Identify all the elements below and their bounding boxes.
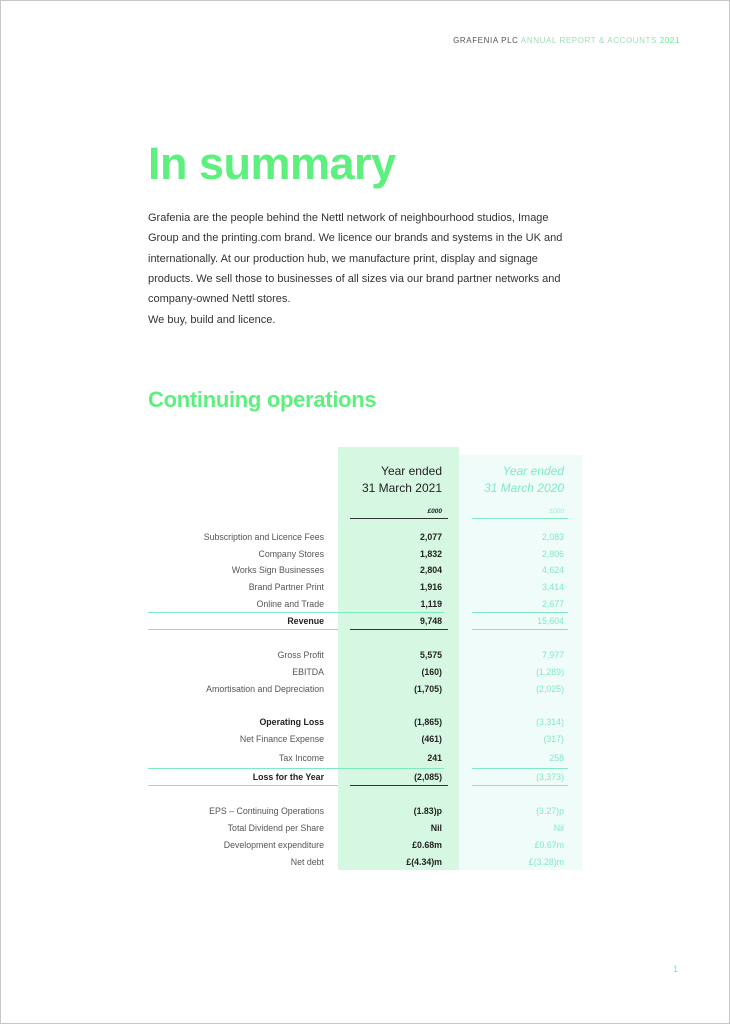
page-title: In summary (148, 138, 396, 189)
unit-2020: £000 (549, 508, 564, 515)
row-value-2020: £(3.28)m (528, 857, 564, 867)
row-value-2020: Nil (553, 823, 564, 833)
row-label: Brand Partner Print (248, 582, 324, 592)
loss-top-rule-2020 (472, 768, 568, 769)
row-value-2021: £0.68m (412, 840, 442, 850)
row-label: Works Sign Businesses (231, 565, 324, 575)
unit-2021: £000 (427, 508, 442, 515)
row-value-2021: 2,804 (419, 565, 442, 575)
row-value-2021: 1,832 (419, 549, 442, 559)
table-row (0, 734, 730, 748)
header-company: GRAFENIA PLC (453, 36, 519, 45)
running-header (453, 36, 680, 45)
row-label: Total Dividend per Share (227, 823, 324, 833)
table-row (0, 549, 730, 563)
column-header-2020-line2: 31 March 2020 (483, 481, 564, 495)
row-label: Gross Profit (277, 650, 324, 660)
page-number: 1 (672, 964, 678, 974)
row-value-2021: (461) (421, 734, 442, 744)
table-row-total (0, 616, 730, 630)
section-title: Continuing operations (148, 387, 377, 412)
row-value-2020: 2,677 (541, 599, 564, 609)
table-row (0, 684, 730, 698)
row-label: Net debt (290, 857, 324, 867)
row-label: Online and Trade (256, 599, 324, 609)
loss-bottom-rule-2021 (350, 785, 448, 786)
revenue-top-rule-2020 (472, 612, 568, 613)
row-value-2021: 9,748 (419, 616, 442, 626)
tagline-paragraph: We buy, build and licence. (148, 314, 276, 326)
row-value-2021: (2,085) (414, 772, 442, 782)
row-label: Operating Loss (259, 717, 324, 727)
row-value-2020: (3,373) (536, 772, 564, 782)
row-value-2020: 258 (549, 753, 564, 763)
column-header-2021-line1: Year ended (381, 464, 442, 478)
unit-underline-2020 (472, 518, 568, 519)
unit-underline-2021 (350, 518, 448, 519)
loss-bottom-rule (148, 785, 338, 786)
row-value-2020: 2,083 (541, 532, 564, 542)
row-value-2020: £0.67m (534, 840, 564, 850)
column-header-2020 (484, 463, 564, 497)
row-value-2021: (1,705) (414, 684, 442, 694)
revenue-bottom-rule-2021 (350, 629, 448, 630)
row-value-2020: 4,624 (541, 565, 564, 575)
row-value-2021: 241 (427, 753, 442, 763)
row-value-2020: 2,806 (541, 549, 564, 559)
loss-bottom-rule-2020 (472, 785, 568, 786)
revenue-bottom-rule-2020 (472, 629, 568, 630)
row-value-2021: (1.83)p (413, 806, 442, 816)
header-year: 2021 (659, 36, 680, 45)
row-label: Revenue (287, 616, 324, 626)
row-value-2020: 15,604 (537, 616, 564, 626)
row-value-2020: 3,414 (541, 582, 564, 592)
loss-top-rule (148, 768, 444, 769)
table-row (0, 823, 730, 837)
row-label: Amortisation and Depreciation (206, 684, 324, 694)
table-row (0, 667, 730, 681)
table-row (0, 806, 730, 820)
table-row (0, 840, 730, 854)
table-row (0, 650, 730, 664)
table-row (0, 565, 730, 579)
table-row (0, 582, 730, 596)
row-value-2020: 7,977 (541, 650, 564, 660)
column-header-2020-line1: Year ended (502, 464, 564, 478)
row-value-2021: £(4.34)m (406, 857, 442, 867)
row-value-2021: 2,077 (419, 532, 442, 542)
row-value-2021: Nil (430, 823, 442, 833)
column-header-2021 (362, 463, 442, 497)
table-row (0, 857, 730, 871)
row-label: EPS – Continuing Operations (209, 806, 324, 816)
table-row (0, 532, 730, 546)
row-value-2021: (1,865) (414, 717, 442, 727)
row-label: EBITDA (292, 667, 324, 677)
row-value-2021: 1,916 (419, 582, 442, 592)
row-value-2021: 1,119 (420, 599, 442, 609)
column-header-2021-line2: 31 March 2021 (361, 481, 442, 495)
row-value-2020: (1,289) (536, 667, 564, 677)
row-value-2020: (317) (543, 734, 564, 744)
intro-paragraph: Grafenia are the people behind the Nettl network of neighbourhood studios, Image Group and the printing.com brand. We licence our brands and systems in the UK and internationally. At our production hub, we manufacture print, display and signage products. We sell those to businesses of all sizes via our brand partner networks and company-owned Nettl stores. (148, 212, 563, 306)
row-label: Company Stores (258, 549, 324, 559)
table-row (0, 717, 730, 731)
row-value-2021: (160) (421, 667, 442, 677)
row-value-2020: (3,314) (536, 717, 564, 727)
revenue-bottom-rule (148, 629, 338, 630)
table-row (0, 753, 730, 767)
row-label: Subscription and Licence Fees (203, 532, 324, 542)
row-label: Development expenditure (223, 840, 324, 850)
table-row (0, 599, 730, 613)
row-label: Net Finance Expense (239, 734, 324, 744)
revenue-top-rule (148, 612, 444, 613)
table-row-total (0, 772, 730, 786)
row-value-2020: (2,025) (536, 684, 564, 694)
row-value-2020: (3.27)p (536, 806, 564, 816)
row-value-2021: 5,575 (419, 650, 442, 660)
row-label: Tax Income (279, 753, 324, 763)
header-report: ANNUAL REPORT & ACCOUNTS (520, 36, 657, 45)
row-label: Loss for the Year (252, 772, 324, 782)
